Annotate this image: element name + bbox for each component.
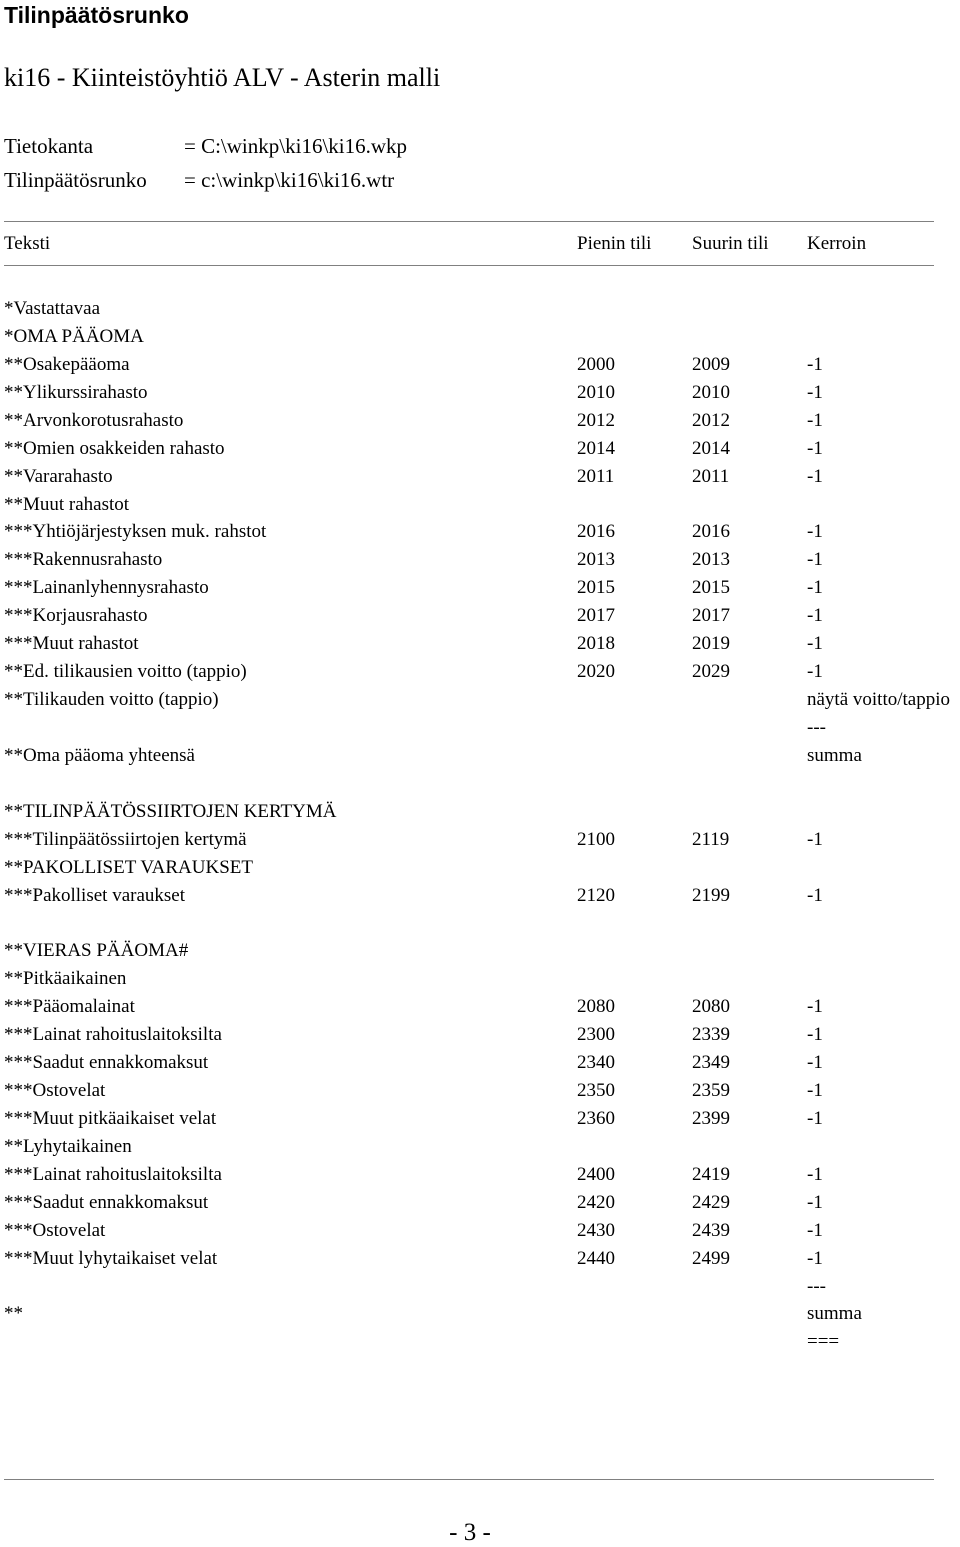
row-max-account: 2199: [692, 884, 730, 906]
row-text: ***Muut rahastot: [4, 633, 139, 655]
row-text: ***Muut pitkäaikaiset velat: [4, 1107, 217, 1129]
row-factor: -1: [807, 577, 823, 599]
table-row: [0, 382, 960, 408]
row-factor: -1: [807, 1080, 823, 1102]
row-factor: -1: [807, 549, 823, 571]
row-factor: -1: [807, 1107, 823, 1129]
row-max-account: 2017: [692, 605, 730, 627]
row-min-account: 2420: [577, 1191, 615, 1213]
column-header-factor: Kerroin: [807, 233, 867, 254]
row-factor: -1: [807, 1247, 823, 1269]
row-min-account: 2340: [577, 1052, 615, 1074]
row-factor: -1: [807, 1219, 823, 1241]
row-max-account: 2349: [692, 1052, 730, 1074]
row-max-account: 2429: [692, 1191, 730, 1213]
row-text: ***Lainat rahoituslaitoksilta: [4, 1024, 222, 1046]
row-min-account: 2016: [577, 521, 615, 543]
row-text: ***Lainanlyhennysrahasto: [4, 577, 209, 599]
table-row: [0, 438, 960, 464]
meta-template-value: = c:\winkp\ki16\ki16.wtr: [184, 168, 395, 192]
row-min-account: 2013: [577, 549, 615, 571]
row-max-account: 2419: [692, 1163, 730, 1185]
row-min-account: 2014: [577, 437, 615, 459]
row-text: **Lyhytaikainen: [4, 1135, 132, 1157]
row-max-account: 2009: [692, 353, 730, 375]
row-factor: -1: [807, 828, 823, 850]
row-factor: -1: [807, 1052, 823, 1074]
row-min-account: 2120: [577, 884, 615, 906]
row-factor: -1: [807, 661, 823, 683]
row-max-account: 2011: [692, 465, 730, 487]
table-row: [0, 689, 960, 715]
row-text: **Pitkäaikainen: [4, 968, 127, 990]
table-row: [0, 1276, 960, 1302]
table-row: [0, 1052, 960, 1078]
row-factor: -1: [807, 884, 823, 906]
row-min-account: 2018: [577, 633, 615, 655]
row-min-account: 2100: [577, 828, 615, 850]
row-text: ***Pääomalainat: [4, 996, 135, 1018]
row-min-account: 2000: [577, 353, 615, 375]
footer-rule: [4, 1479, 934, 1480]
row-text: ***Tilinpäätössiirtojen kertymä: [4, 828, 247, 850]
table-row: [0, 633, 960, 659]
row-max-account: 2080: [692, 996, 730, 1018]
row-text: **VIERAS PÄÄOMA#: [4, 940, 189, 962]
row-text: **Ylikurssirahasto: [4, 381, 148, 403]
table-row: [0, 1108, 960, 1134]
table-row: [0, 354, 960, 380]
row-max-account: 2399: [692, 1107, 730, 1129]
row-text: *OMA PÄÄOMA: [4, 325, 144, 347]
table-row: [0, 1164, 960, 1190]
row-factor: -1: [807, 437, 823, 459]
row-max-account: 2359: [692, 1080, 730, 1102]
header-top-rule: [4, 221, 934, 222]
row-factor: -1: [807, 633, 823, 655]
row-text: ***Muut lyhytaikaiset velat: [4, 1247, 218, 1269]
table-row: [0, 1331, 960, 1357]
table-row: [0, 996, 960, 1022]
row-factor: summa: [807, 744, 862, 766]
row-max-account: 2012: [692, 409, 730, 431]
table-row: [0, 494, 960, 520]
row-text: ***Ostovelat: [4, 1080, 106, 1102]
row-text: **Osakepääoma: [4, 353, 130, 375]
header-bottom-rule: [4, 265, 934, 266]
table-row: [0, 1303, 960, 1329]
row-factor: ---: [807, 1275, 826, 1297]
row-min-account: 2430: [577, 1219, 615, 1241]
row-min-account: 2440: [577, 1247, 615, 1269]
row-min-account: 2012: [577, 409, 615, 431]
table-row: [0, 577, 960, 603]
table-row: [0, 912, 960, 938]
row-text: ***Rakennusrahasto: [4, 549, 163, 571]
row-max-account: 2010: [692, 381, 730, 403]
meta-database-value: = C:\winkp\ki16\ki16.wkp: [184, 134, 408, 158]
table-row: [0, 605, 960, 631]
table-row: [0, 521, 960, 547]
row-min-account: 2011: [577, 465, 615, 487]
row-factor: summa: [807, 1303, 862, 1325]
table-row: [0, 1192, 960, 1218]
row-max-account: 2499: [692, 1247, 730, 1269]
row-factor: -1: [807, 1024, 823, 1046]
column-header-text: Teksti: [4, 233, 51, 254]
row-text: ***Korjausrahasto: [4, 605, 148, 627]
row-text: ***Pakolliset varaukset: [4, 884, 185, 906]
row-min-account: 2080: [577, 996, 615, 1018]
row-factor: -1: [807, 381, 823, 403]
table-row: [0, 857, 960, 883]
page-number: - 3 -: [449, 1519, 491, 1546]
document-title: Tilinpäätösrunko: [4, 2, 189, 28]
row-text: **Tilikauden voitto (tappio): [4, 689, 219, 711]
row-min-account: 2360: [577, 1107, 615, 1129]
row-factor: -1: [807, 996, 823, 1018]
row-max-account: 2016: [692, 521, 730, 543]
table-row: [0, 326, 960, 352]
table-row: [0, 298, 960, 324]
row-text: ***Ostovelat: [4, 1219, 106, 1241]
row-factor: ---: [807, 716, 826, 738]
row-factor: näytä voitto/tappio: [807, 689, 951, 711]
row-factor: ===: [807, 1331, 840, 1353]
row-max-account: 2119: [692, 828, 730, 850]
table-row: [0, 940, 960, 966]
row-max-account: 2029: [692, 661, 730, 683]
row-min-account: 2015: [577, 577, 615, 599]
table-row: [0, 1220, 960, 1246]
table-row: [0, 1248, 960, 1274]
table-row: [0, 1136, 960, 1162]
document-subtitle: ki16 - Kiinteistöyhtiö ALV - Asterin malli: [4, 63, 441, 92]
row-factor: -1: [807, 521, 823, 543]
row-factor: -1: [807, 465, 823, 487]
row-text: **Ed. tilikausien voitto (tappio): [4, 661, 247, 683]
table-row: [0, 829, 960, 855]
column-header: [0, 233, 960, 257]
row-min-account: 2300: [577, 1024, 615, 1046]
row-factor: -1: [807, 1163, 823, 1185]
table-row: [0, 968, 960, 994]
row-max-account: 2439: [692, 1219, 730, 1241]
row-max-account: 2019: [692, 633, 730, 655]
row-factor: -1: [807, 409, 823, 431]
row-text: ***Lainat rahoituslaitoksilta: [4, 1163, 222, 1185]
row-min-account: 2400: [577, 1163, 615, 1185]
row-max-account: 2013: [692, 549, 730, 571]
table-row: [0, 717, 960, 743]
table-row: [0, 661, 960, 687]
row-min-account: 2350: [577, 1080, 615, 1102]
row-text: **Omien osakkeiden rahasto: [4, 437, 225, 459]
row-max-account: 2339: [692, 1024, 730, 1046]
row-text: **Vararahasto: [4, 465, 113, 487]
row-text: *Vastattavaa: [4, 298, 101, 319]
table-row: [0, 466, 960, 492]
row-factor: -1: [807, 1191, 823, 1213]
row-factor: -1: [807, 605, 823, 627]
table-row: [0, 773, 960, 799]
meta-template-label: Tilinpäätösrunko: [4, 168, 147, 192]
column-header-min-account: Pienin tili: [577, 233, 652, 254]
row-text: **Arvonkorotusrahasto: [4, 409, 184, 431]
column-header-max-account: Suurin tili: [692, 233, 769, 254]
row-text: **PAKOLLISET VARAUKSET: [4, 856, 253, 878]
row-text: **Oma pääoma yhteensä: [4, 744, 195, 766]
table-row: [0, 1080, 960, 1106]
row-min-account: 2017: [577, 605, 615, 627]
table-row: [0, 885, 960, 911]
meta-database-label: Tietokanta: [4, 134, 94, 158]
row-text: ***Yhtiöjärjestyksen muk. rahstot: [4, 521, 267, 543]
row-max-account: 2014: [692, 437, 730, 459]
table-row: [0, 549, 960, 575]
row-text: ***Saadut ennakkomaksut: [4, 1052, 209, 1074]
table-row: [0, 801, 960, 827]
row-max-account: 2015: [692, 577, 730, 599]
row-text: **TILINPÄÄTÖSSIIRTOJEN KERTYMÄ: [4, 800, 337, 822]
row-text: **: [4, 1303, 23, 1325]
row-min-account: 2010: [577, 381, 615, 403]
row-text: **Muut rahastot: [4, 493, 130, 515]
table-row: [0, 410, 960, 436]
row-min-account: 2020: [577, 661, 615, 683]
table-row: [0, 1024, 960, 1050]
row-text: ***Saadut ennakkomaksut: [4, 1191, 209, 1213]
row-factor: -1: [807, 353, 823, 375]
table-row: [0, 745, 960, 771]
